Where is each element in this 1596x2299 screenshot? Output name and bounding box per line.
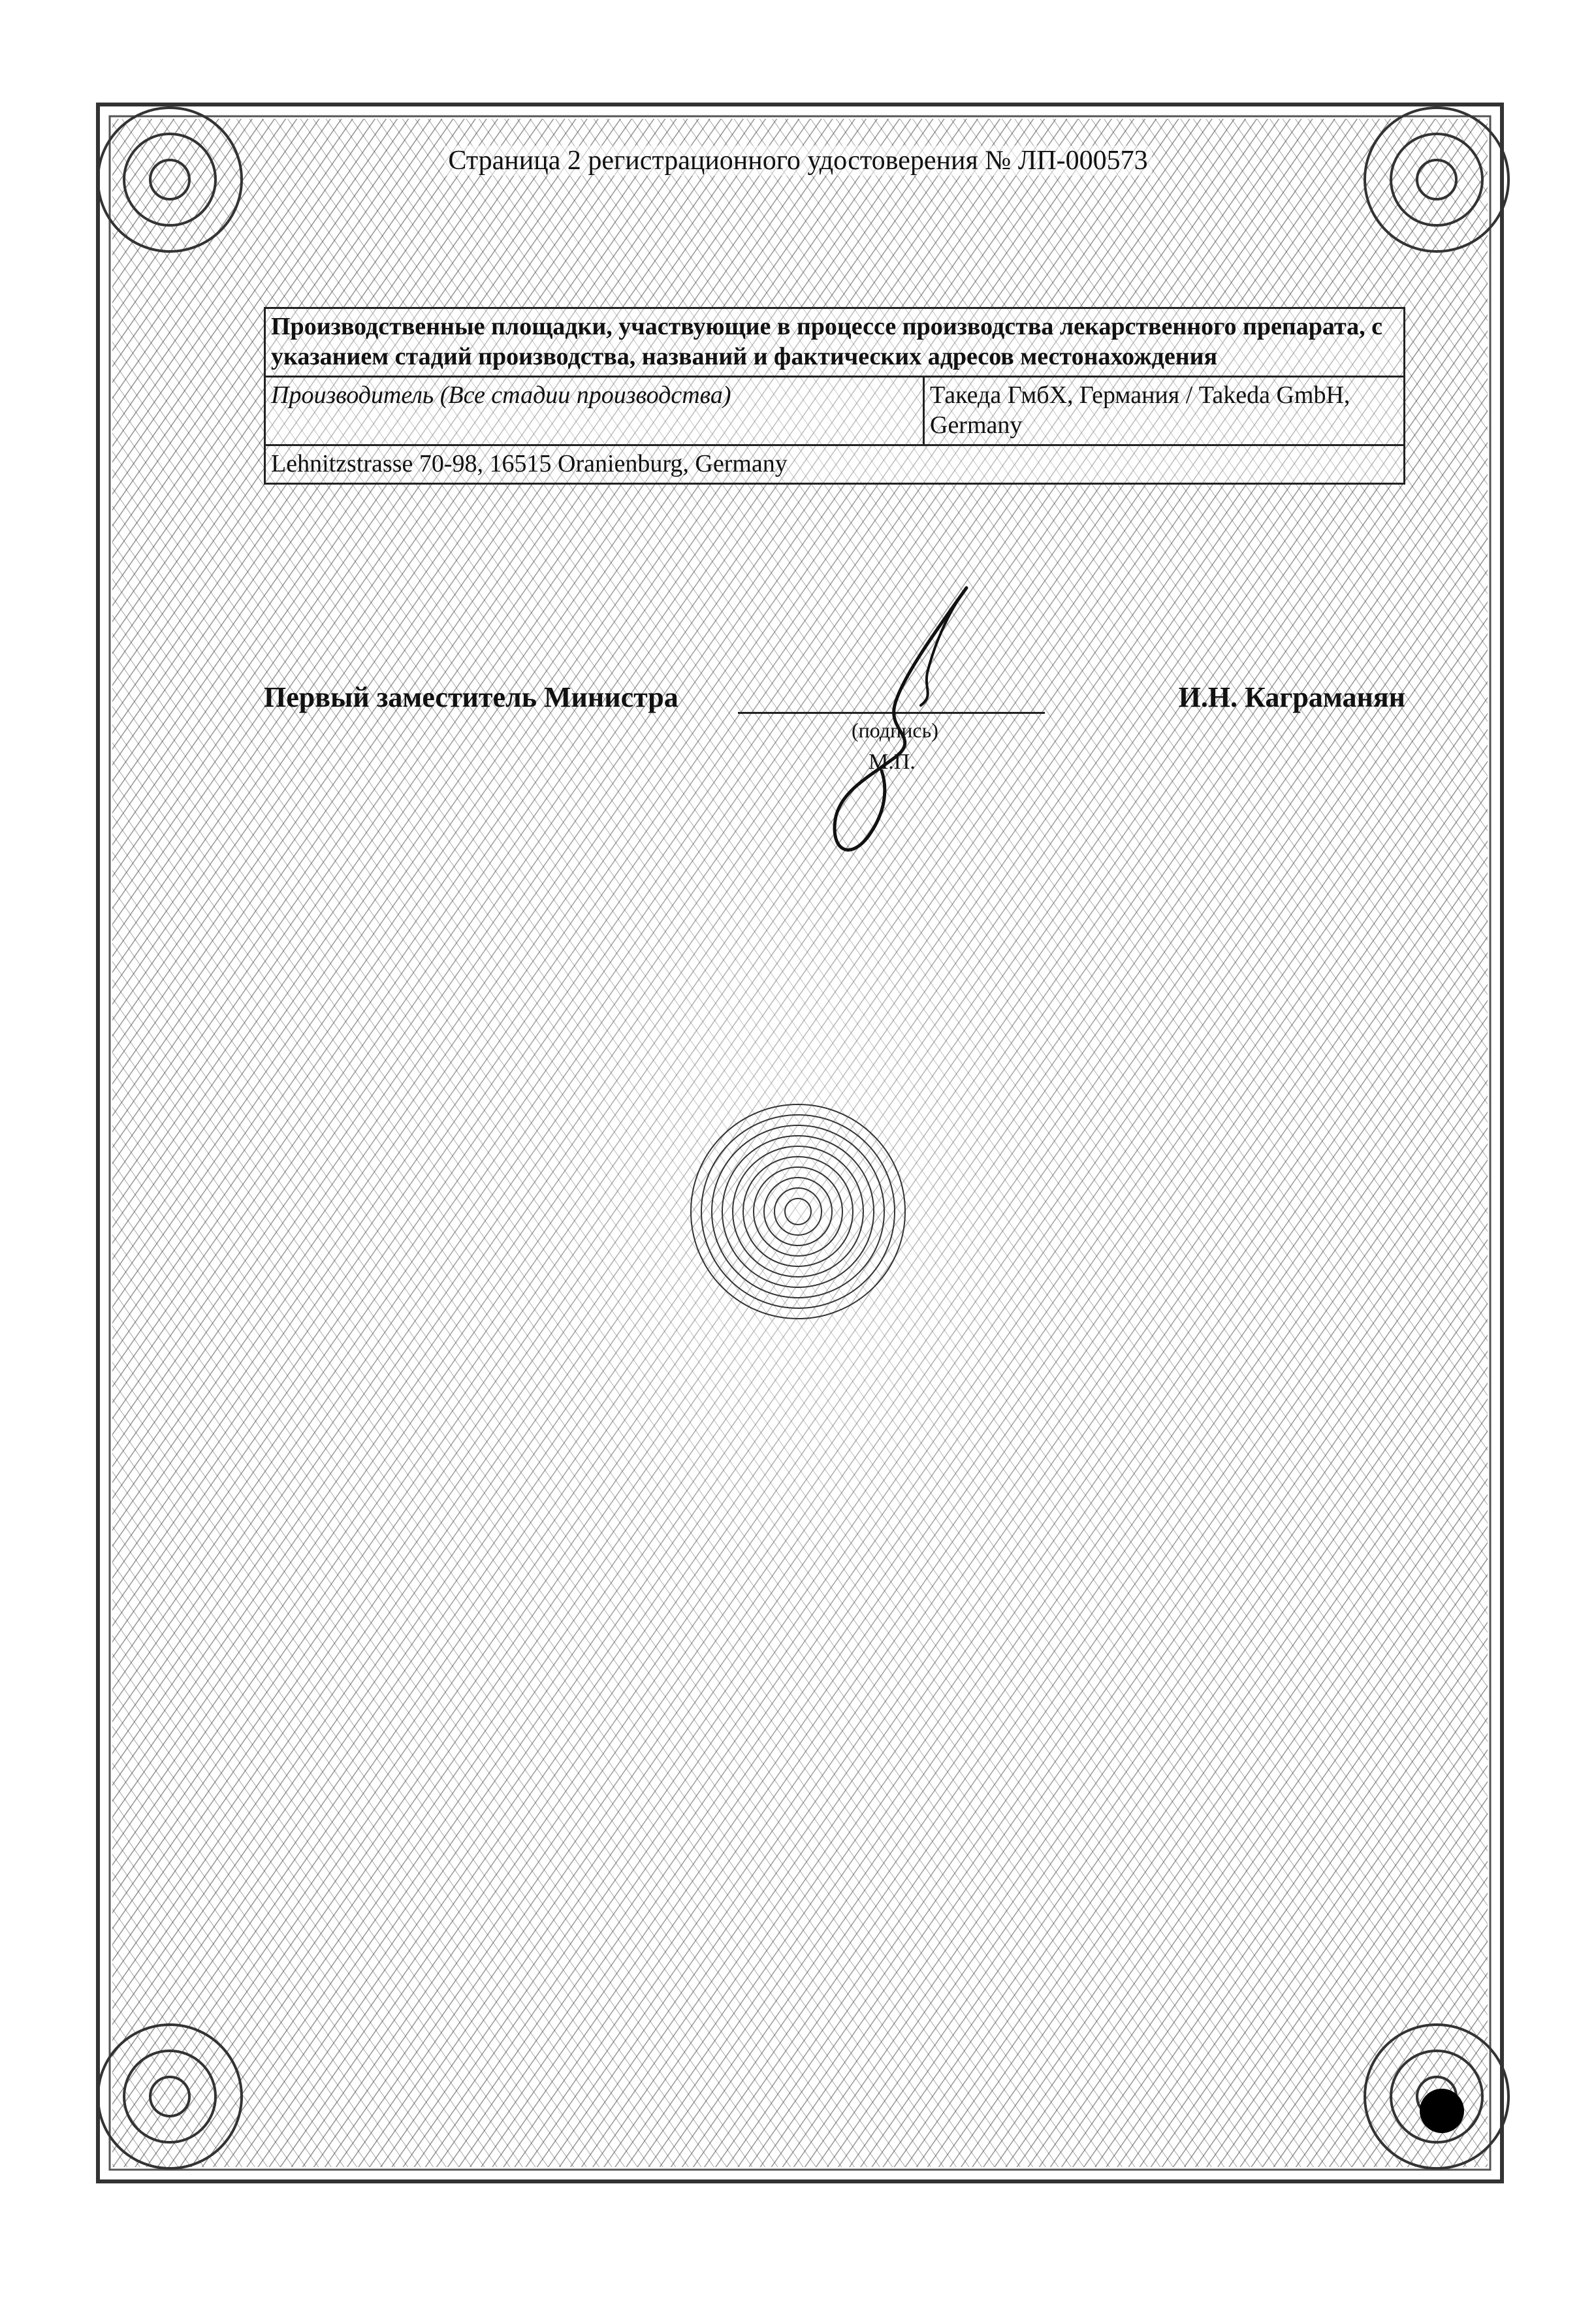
signature-caption: (подпись) [852, 718, 938, 742]
punch-hole [1420, 2089, 1464, 2133]
signatory-name: И.Н. Каграманян [1178, 681, 1405, 713]
handwritten-signature [771, 575, 1032, 882]
table-heading-cell: Производственные площадки, участвующие в процессе производства лекарственного препарата, с указанием стадий производства, названий и фактических адресов местонахождения [265, 308, 1405, 377]
page-header [0, 142, 1596, 179]
signatory-position: Первый заместитель Министра [264, 681, 678, 713]
manufacturer-role-cell: Производитель (Все стадии производства) [265, 377, 924, 445]
table-row [265, 445, 1405, 484]
stamp-label: М.П. [869, 750, 916, 774]
table-heading-row [265, 308, 1405, 377]
page-title: Страница 2 регистрационного удостоверения № ЛП-000573 [444, 146, 1151, 176]
manufacturer-address-cell: Lehnitzstrasse 70-98, 16515 Oranienburg, Germany [265, 445, 1405, 484]
table-row [265, 377, 1405, 445]
manufacturer-company-cell: Такеда ГмбХ, Германия / Takeda GmbH, Germany [924, 377, 1405, 445]
manufacturing-sites-table [264, 307, 1405, 485]
